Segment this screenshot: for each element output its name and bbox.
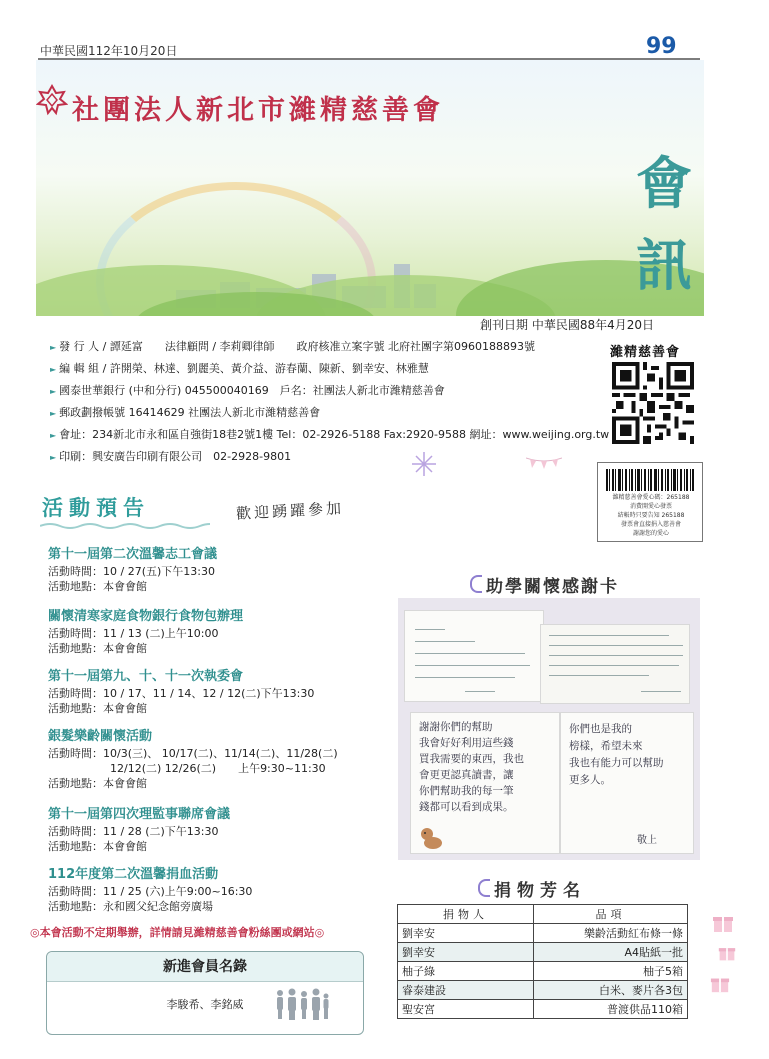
people-group-icon: [274, 988, 330, 1020]
barcode-line-4: 發票會直接捐入慈善會: [620, 521, 681, 528]
masthead-banner: [36, 60, 704, 316]
page-number: 99: [646, 34, 677, 59]
item-cell: 柚子5箱: [534, 962, 688, 981]
event-time: 活動時間：10 / 27(五)下午13:30: [48, 565, 215, 578]
event-title: 銀髮樂齡關懷活動: [48, 729, 153, 744]
table-row: [398, 962, 688, 981]
issue-date: 中華民國112年10月20日: [40, 44, 178, 58]
info-publisher: ► 發 行 人 / 譚延富 法律顧問 / 李莉卿律師 政府核准立案字號 北府社團字第0960188893號: [50, 336, 600, 358]
table-row: [398, 924, 688, 943]
card-text-line: 會更更認真讀書，讓: [419, 769, 514, 781]
event-title: 第十一屆第九、十、十一次執委會: [48, 669, 244, 684]
event-title: 第十一屆第二次溫馨志工會議: [48, 547, 218, 562]
event-place: 活動地點：本會會館: [48, 702, 147, 715]
events-welcome-text: 歡迎踴躍參加: [235, 499, 345, 523]
card-text-line: 錢都可以看到成果。: [419, 801, 514, 813]
donor-cell: 睿泰建設: [398, 981, 534, 1000]
event-item: [48, 866, 408, 914]
card-text-line: 你們也是我的: [569, 723, 632, 735]
thank-card-image: [540, 624, 690, 704]
bunting-icon: [526, 456, 562, 470]
new-members-names: 李駿希、李銘威: [166, 998, 244, 1011]
gift-icon: [712, 912, 734, 934]
donations-table: [397, 904, 688, 1019]
table-row: [398, 981, 688, 1000]
event-item: [48, 546, 408, 594]
qr-label: 濰精慈善會: [610, 345, 681, 360]
info-bank: ► 國泰世華銀行 (中和分行) 045500040169 戶名：社團法人新北市濰精慈善會: [50, 380, 600, 402]
event-place: 活動地點：本會會館: [48, 777, 147, 790]
event-item: [48, 608, 408, 656]
event-title: 第十一屆第四次理監事聯席會議: [48, 807, 231, 822]
card-text-line: 我會好好利用這些錢: [419, 737, 514, 749]
card-text-line: 更多人。: [569, 774, 611, 786]
event-place: 活動地點：本會會館: [48, 642, 147, 655]
event-item: [48, 728, 408, 791]
item-cell: 白米、麥片各3包: [534, 981, 688, 1000]
event-time-continued: 12/12(二) 12/26(二) 上午9:30~11:30: [110, 762, 326, 775]
card-signature: 敬上: [637, 835, 657, 846]
card-text-line: 謝謝你們的幫助: [419, 721, 493, 733]
card-text-line: 買我需要的東西，我也: [419, 753, 524, 765]
column-header-item: 品項: [534, 905, 688, 924]
event-time: 活動時間：10 / 17、11 / 14、12 / 12(二)下午13:30: [48, 687, 315, 700]
info-printer: ► 印刷：興安廣告印刷有限公司 02-2928-9801: [50, 446, 600, 468]
masthead-char-xun: 訊: [636, 233, 692, 299]
sparkle-icon: [412, 452, 436, 476]
thank-cards-collage: [398, 598, 700, 860]
event-place: 活動地點：永和國父紀念館旁廣場: [48, 900, 213, 913]
invoice-donation-barcode-card: [597, 462, 703, 542]
thank-card-handwritten: [410, 712, 560, 854]
event-time: 活動時間：11 / 13 (二)上午10:00: [48, 627, 219, 640]
donor-cell: 劉幸安: [398, 924, 534, 943]
event-time: 活動時間：11 / 25 (六)上午9:00~16:30: [48, 885, 253, 898]
event-item: [48, 806, 408, 854]
thank-card-image: [404, 610, 544, 702]
card-text-line: 我也有能力可以幫助: [569, 757, 664, 769]
gift-icon: [710, 974, 730, 994]
events-notice: ◎本會活動不定期舉辦，詳情請見濰精慈善會粉絲團或網站◎: [30, 926, 325, 939]
event-title: 112年度第二次溫馨捐血活動: [48, 867, 219, 882]
info-postal: ► 郵政劃撥帳號 16414629 社團法人新北市濰精慈善會: [50, 402, 600, 424]
table-row: [398, 943, 688, 962]
event-place: 活動地點：本會會館: [48, 840, 147, 853]
org-name: 社團法人新北市濰精慈善會: [72, 95, 444, 126]
column-header-donor: 捐物人: [398, 905, 534, 924]
barcode-line-5: 謝謝您的愛心: [632, 530, 669, 537]
publication-info: [50, 336, 610, 468]
donations-title: 捐物芳名: [478, 876, 586, 901]
wave-divider-icon: [40, 522, 210, 530]
item-cell: 普渡供品110箱: [534, 1000, 688, 1019]
table-row: [398, 1000, 688, 1019]
barcode-icon: [606, 469, 694, 491]
dog-illustration-icon: [419, 825, 445, 851]
barcode-line-2: 消費開愛心發票: [629, 503, 672, 510]
event-item: [48, 668, 408, 716]
event-time: 活動時間：11 / 28 (二)下午13:30: [48, 825, 219, 838]
item-cell: A4貼紙一批: [534, 943, 688, 962]
thank-cards-title: 助學關懷感謝卡: [470, 572, 619, 597]
event-title: 關懷清寒家庭食物銀行食物包辦理: [48, 609, 244, 624]
event-time: 活動時間：10/3(三)、 10/17(二)、11/14(二)、11/28(二): [48, 747, 338, 760]
qr-code-icon[interactable]: [612, 362, 694, 444]
donor-cell: 劉幸安: [398, 943, 534, 962]
thank-card-handwritten: [560, 712, 694, 854]
event-place: 活動地點：本會會館: [48, 580, 147, 593]
donor-cell: 柚子綠: [398, 962, 534, 981]
org-logo-icon: [36, 84, 68, 116]
gift-icon: [718, 944, 736, 962]
new-members-title: 新進會員名錄: [47, 952, 363, 982]
barcode-line-1: 濰精慈善會愛心碼：265188: [612, 494, 690, 501]
masthead-char-hui: 會: [636, 151, 692, 217]
card-text-line: 榜樣，希望未來: [569, 740, 643, 752]
info-address: ► 會址：234新北市永和區自強街18巷2號1樓 Tel：02-2926-5188 Fax:2920-9588 網址：www.weijing.org.tw: [50, 424, 600, 446]
info-editors: ► 編 輯 組 / 許開榮、林達、劉麗美、黃介益、游春蘭、陳新、劉幸安、林雅慧: [50, 358, 600, 380]
donor-cell: 聖安宮: [398, 1000, 534, 1019]
barcode-line-3: 結帳時只要告知 265188: [617, 512, 685, 519]
card-text-line: 你們幫助我的每一筆: [419, 785, 514, 797]
item-cell: 樂齡活動紅布條一條: [534, 924, 688, 943]
founding-date: 創刊日期 中華民國88年4月20日: [480, 318, 654, 332]
events-section-title: 活動預告: [42, 496, 150, 520]
table-header-row: [398, 905, 688, 924]
